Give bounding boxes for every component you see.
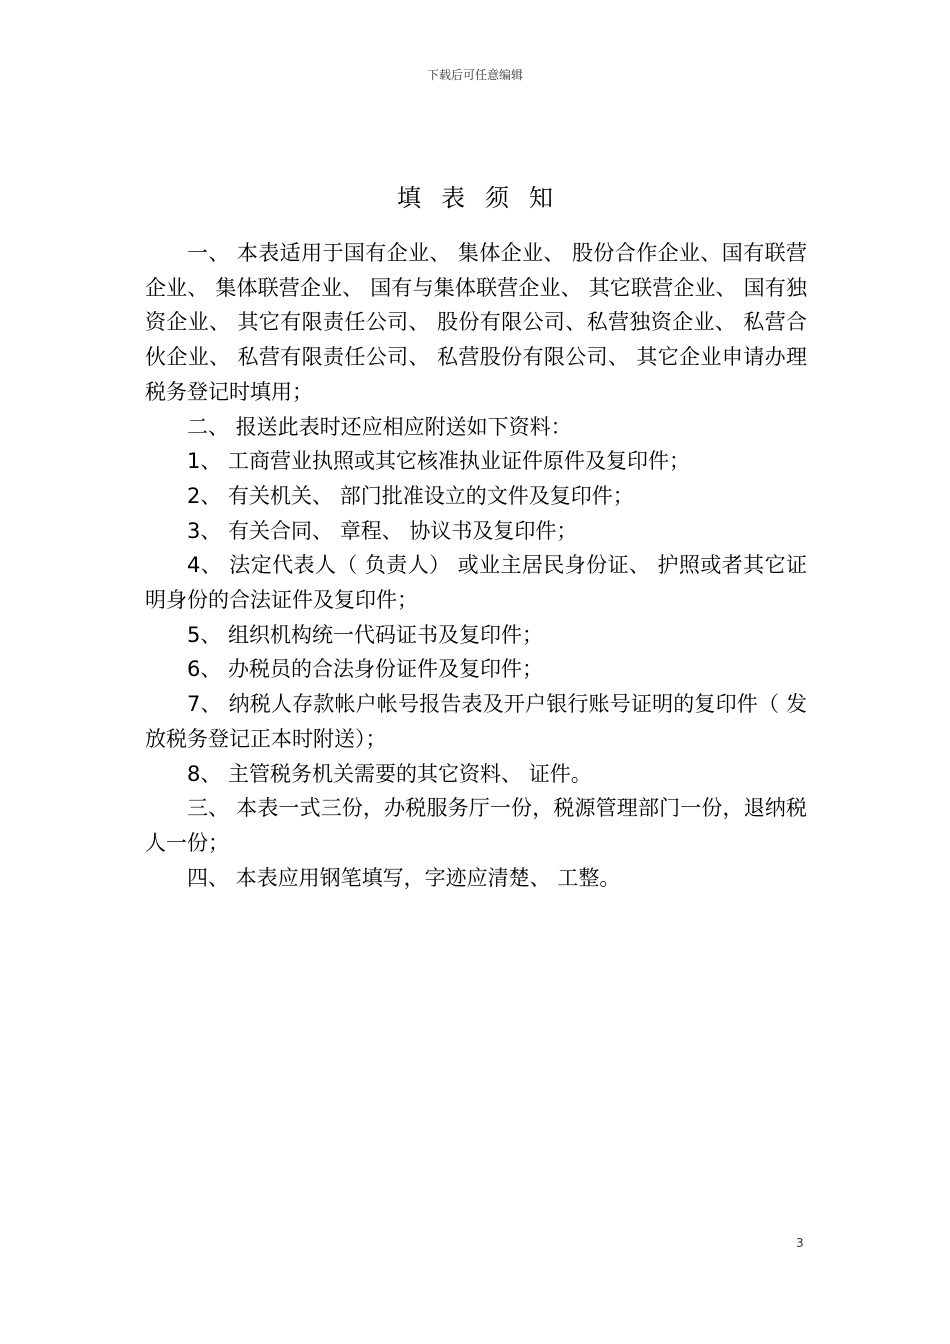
list-item-7: 7、 纳税人存款帐户帐号报告表及开户银行账号证明的复印件（ 发放税务登记正本时附送）；: [145, 692, 807, 751]
page-number: 3: [796, 1236, 804, 1250]
paragraph-3: 三、 本表一式三份，办税服务厅一份，税源管理部门一份，退纳税人一份；: [145, 796, 807, 855]
list-item-2: 2、 有关机关、 部门批准设立的文件及复印件；: [187, 483, 634, 508]
paragraph-4: 四、 本表应用钢笔填写，字迹应清楚、 工整。: [187, 865, 621, 890]
list-item-3: 3、 有关合同、 章程、 协议书及复印件；: [187, 518, 578, 543]
list-item-8: 8、 主管税务机关需要的其它资料、 证件。: [187, 761, 592, 786]
list-item-6: 6、 办税员的合法身份证件及复印件；: [187, 657, 544, 682]
paragraph-2: 二、 报送此表时还应相应附送如下资料：: [187, 414, 572, 439]
list-item-5: 5、 组织机构统一代码证书及复印件；: [187, 622, 544, 647]
paragraph-1: 一、 本表适用于国有企业、 集体企业、 股份合作企业、国有联营企业、 集体联营企业、 国有与集体联营企业、 其它联营企业、 国有独资企业、 其它有限责任公司、 股份有限公司、私营独资企业、 私营合伙企业、 私营有限责任公司、 私营股份有限公司、 其它企业申请办理税务登记时填用；: [145, 241, 807, 404]
header-note: 下载后可任意编辑: [426, 68, 523, 82]
page-title: 填表须知: [397, 184, 573, 212]
list-item-1: 1、 工商营业执照或其它核准执业证件原件及复印件；: [187, 449, 691, 474]
list-item-4: 4、 法定代表人（ 负责人） 或业主居民身份证、 护照或者其它证明身份的合法证件及复印件；: [145, 553, 807, 613]
instructions-body: [145, 236, 807, 895]
